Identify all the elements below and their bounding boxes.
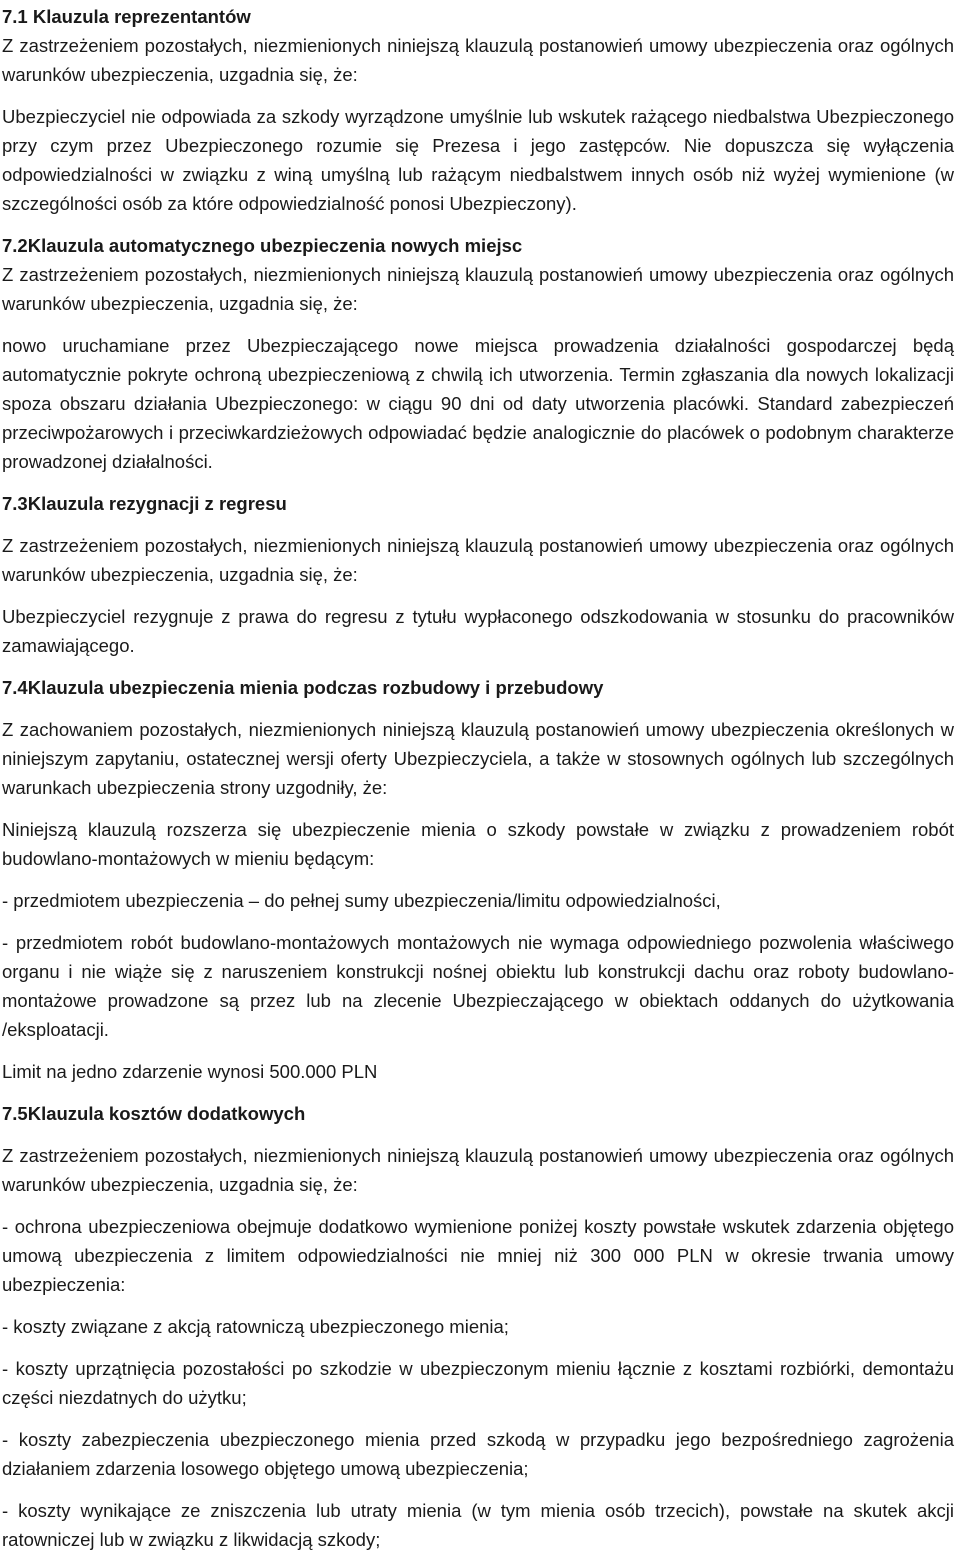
paragraph: Z zastrzeżeniem pozostałych, niezmienionych niniejszą klauzulą postanowień umowy ubezpieczenia oraz ogólnych warunków ubezpieczenia, uzgadnia się, że: — [2, 1145, 954, 1195]
list-item: - ochrona ubezpieczeniowa obejmuje dodatkowo wymienione poniżej koszty powstałe wskutek zdarzenia objętego umową ubezpieczenia z limitem odpowiedzialności nie mniej niż 300 000 PLN w okresie trwania umowy ubezpieczenia: — [2, 1216, 954, 1295]
list-item: - przedmiotem ubezpieczenia – do pełnej sumy ubezpieczenia/limitu odpowiedzialności, — [2, 890, 721, 911]
section-7-1 — [2, 2, 954, 218]
section-7-5 — [2, 1099, 954, 1554]
section-heading: 7.4Klauzula ubezpieczenia mienia podczas rozbudowy i przebudowy — [2, 677, 604, 698]
section-7-2 — [2, 231, 954, 476]
section-heading: 7.1 Klauzula reprezentantów — [2, 6, 251, 27]
paragraph: Ubezpieczyciel rezygnuje z prawa do regresu z tytułu wypłaconego odszkodowania w stosunku do pracowników zamawiającego. — [2, 606, 954, 656]
section-heading: 7.2Klauzula automatycznego ubezpieczenia nowych miejsc — [2, 235, 523, 256]
section-7-4 — [2, 673, 954, 1086]
paragraph: Z zachowaniem pozostałych, niezmienionych niniejszą klauzulą postanowień umowy ubezpieczenia określonych w niniejszym zapytaniu, ostatecznej wersji oferty Ubezpieczyciela, a także w stosownych ogólnych lub szczególnych warunkach ubezpieczenia strony uzgodniły, że: — [2, 719, 954, 798]
list-item: - koszty związane z akcją ratowniczą ubezpieczonego mienia; — [2, 1316, 509, 1337]
list-item: - koszty uprzątnięcia pozostałości po szkodzie w ubezpieczonym mieniu łącznie z kosztami rozbiórki, demontażu części niezdatnych do użytku; — [2, 1358, 954, 1408]
section-heading: 7.3Klauzula rezygnacji z regresu — [2, 493, 287, 514]
paragraph: nowo uruchamiane przez Ubezpieczającego nowe miejsca prowadzenia działalności gospodarczej będą automatycznie pokryte ochroną ubezpieczeniową z chwilą ich utworzenia. Termin zgłaszania dla nowych lokalizacji spoza obszaru działania Ubezpieczonego: w ciągu 90 dni od daty utworzenia placówki. Standard zabezpieczeń przeciwpożarowych i przeciwkardzieżowych odpowiadać będzie analogicznie do placówek o podobnym charakterze prowadzonej działalności. — [2, 335, 954, 472]
paragraph: Ubezpieczyciel nie odpowiada za szkody wyrządzone umyślnie lub wskutek rażącego niedbalstwa Ubezpieczonego przy czym przez Ubezpieczonego rozumie się Prezesa i jego zastępców. Nie dopuszcza się wyłączenia odpowiedzialności w związku z winą umyślną lub rażącym niedbalstwem innych osób niż wyżej wymienione (w szczególności osób za które odpowiedzialność ponosi Ubezpieczony). — [2, 106, 954, 214]
section-heading: 7.5Klauzula kosztów dodatkowych — [2, 1103, 306, 1124]
section-7-3 — [2, 489, 954, 660]
list-item: - koszty wynikające ze zniszczenia lub utraty mienia (w tym mienia osób trzecich), powstałe na skutek akcji ratowniczej lub w związku z likwidacją szkody; — [2, 1500, 954, 1550]
paragraph: Z zastrzeżeniem pozostałych, niezmienionych niniejszą klauzulą postanowień umowy ubezpieczenia oraz ogólnych warunków ubezpieczenia, uzgadnia się, że: — [2, 535, 954, 585]
list-item: - przedmiotem robót budowlano-montażowych montażowych nie wymaga odpowiedniego pozwolenia właściwego organu i nie wiąże się z naruszeniem konstrukcji nośnej obiektu lub konstrukcji dachu oraz roboty budowlano-montażowe prowadzone są przez lub na zlecenie Ubezpieczającego w obiektach oddanych do użytkowania /eksploatacji. — [2, 932, 954, 1040]
list-item: - koszty zabezpieczenia ubezpieczonego mienia przed szkodą w przypadku jego bezpośredniego zagrożenia działaniem zdarzenia losowego objętego umową ubezpieczenia; — [2, 1429, 954, 1479]
paragraph: Z zastrzeżeniem pozostałych, niezmienionych niniejszą klauzulą postanowień umowy ubezpieczenia oraz ogólnych warunków ubezpieczenia, uzgadnia się, że: — [2, 264, 954, 314]
limit-note: Limit na jedno zdarzenie wynosi 500.000 PLN — [2, 1061, 378, 1082]
paragraph: Z zastrzeżeniem pozostałych, niezmienionych niniejszą klauzulą postanowień umowy ubezpieczenia oraz ogólnych warunków ubezpieczenia, uzgadnia się, że: — [2, 35, 954, 85]
paragraph: Niniejszą klauzulą rozszerza się ubezpieczenie mienia o szkody powstałe w związku z prowadzeniem robót budowlano-montażowych w mieniu będącym: — [2, 819, 954, 869]
